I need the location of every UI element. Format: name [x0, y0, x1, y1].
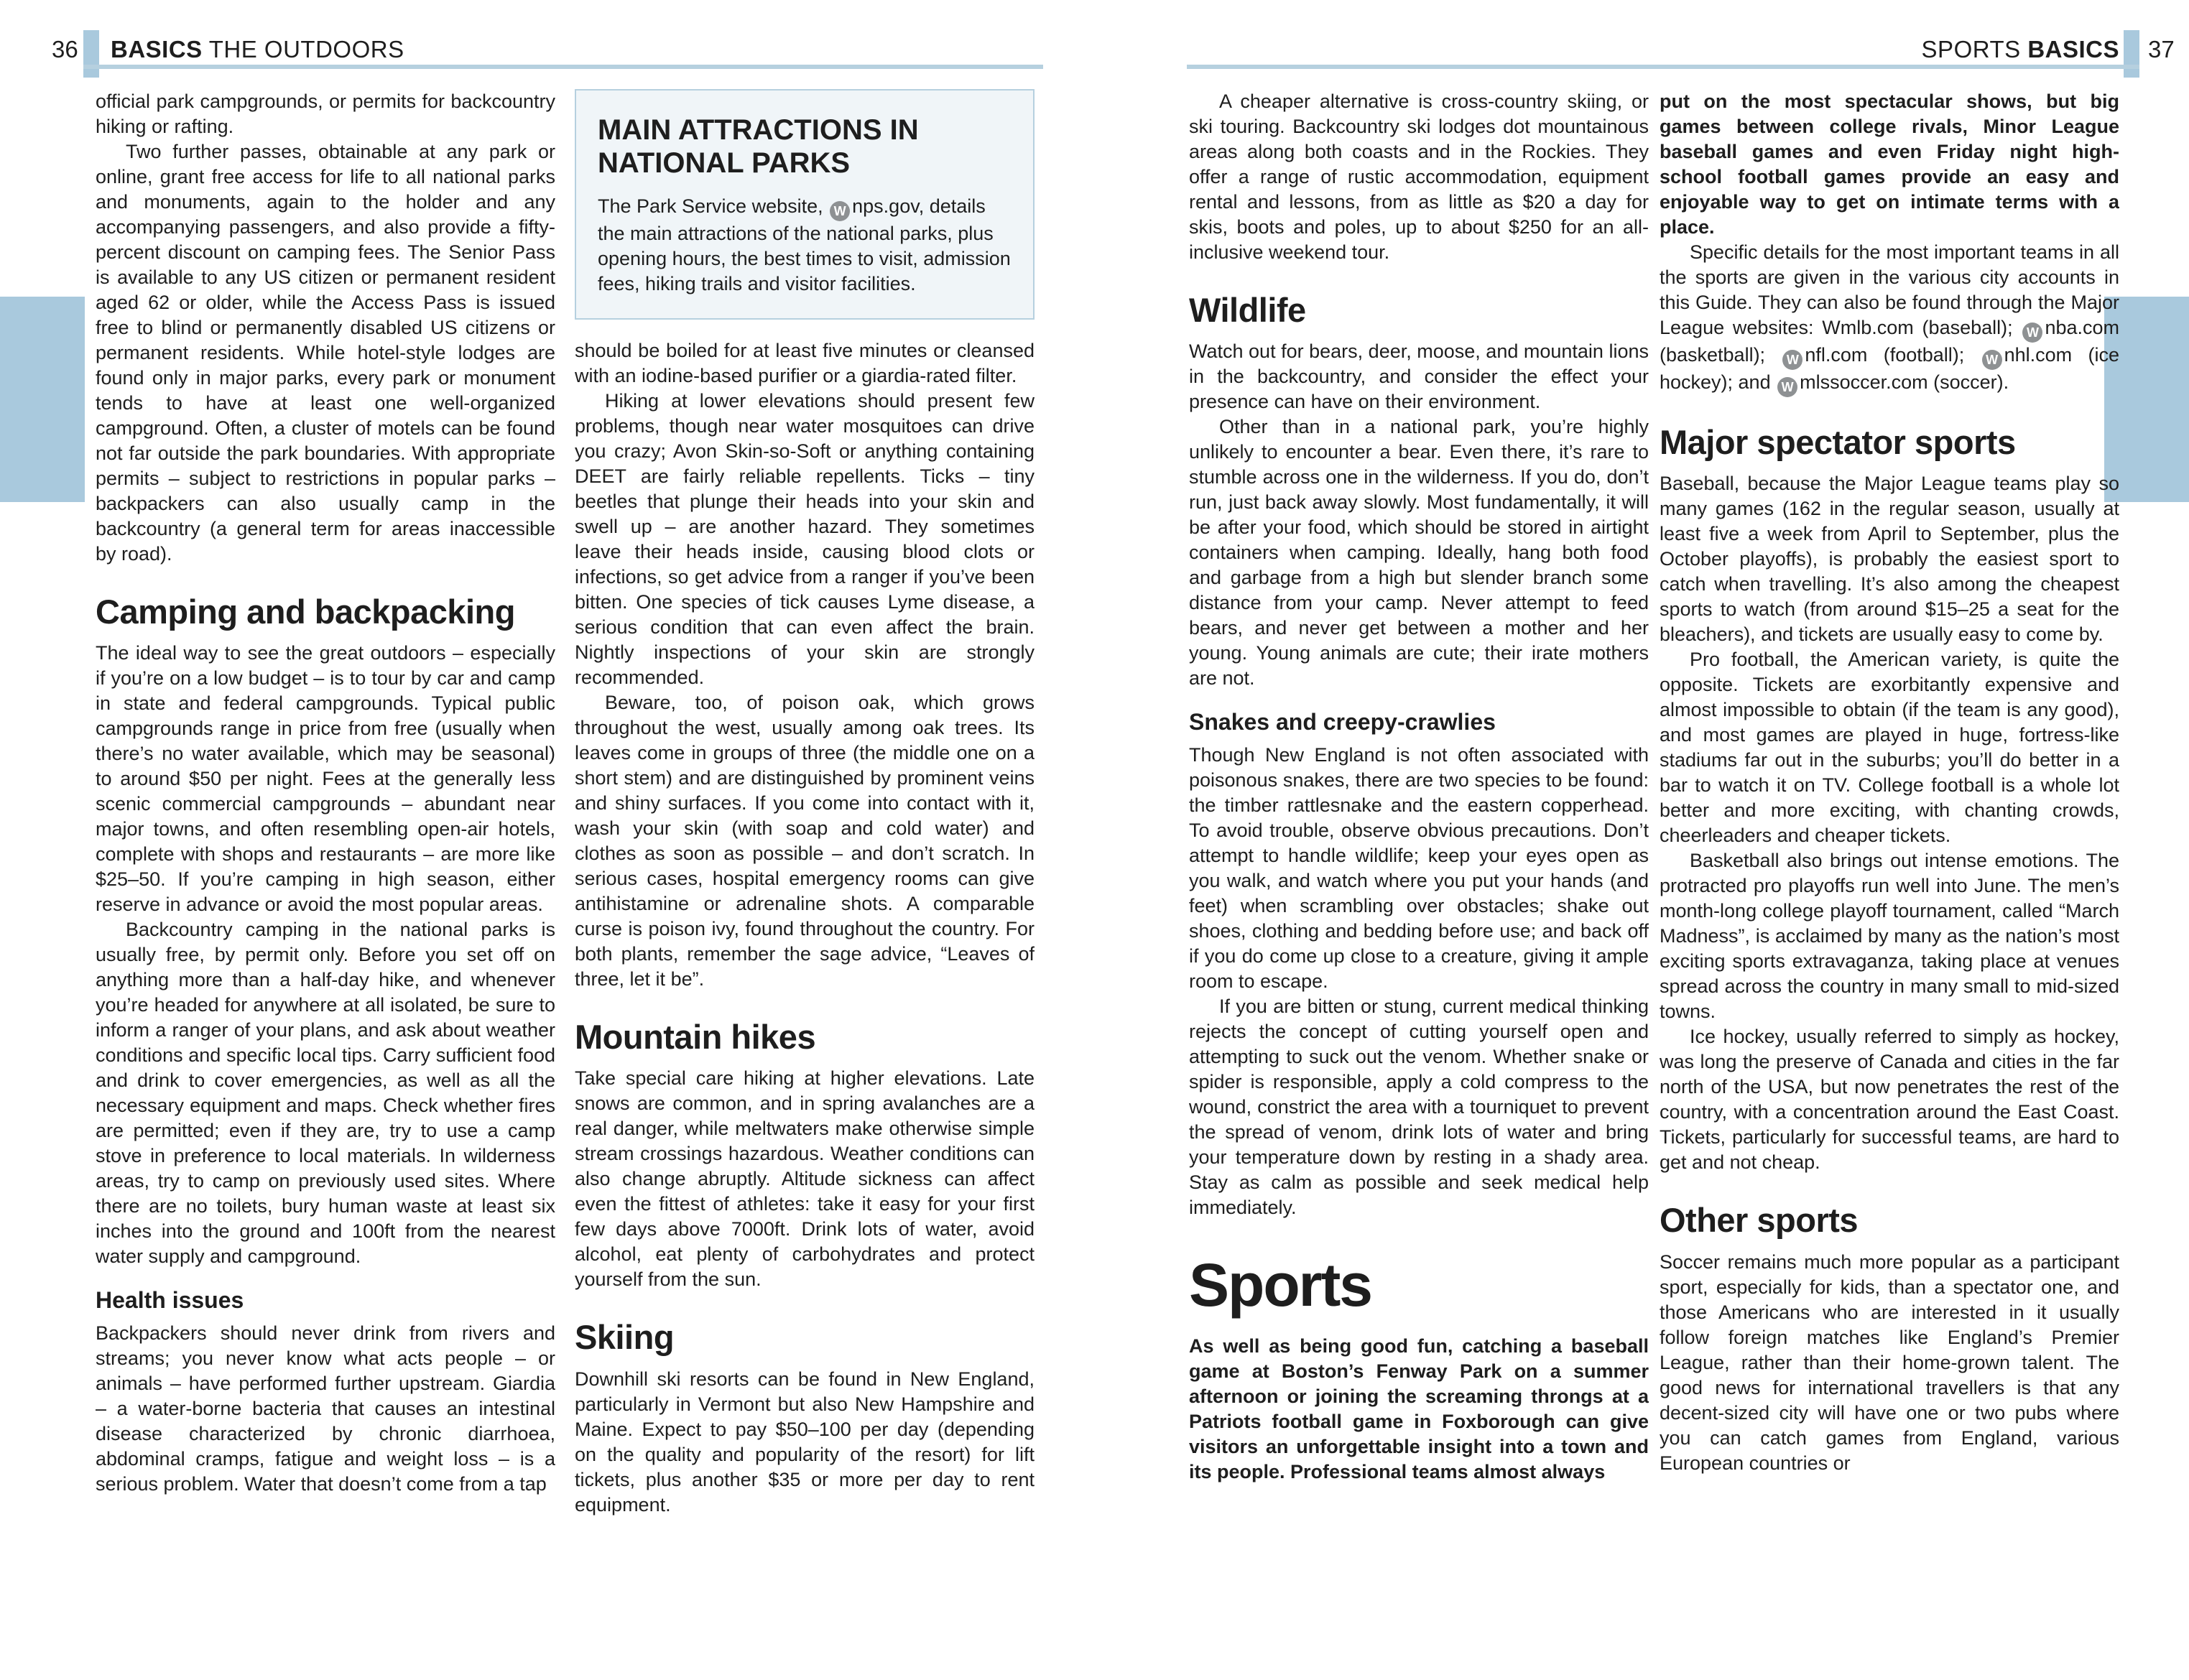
paragraph: Specific details for the most important teams in all the sports are given in the various city accounts in this Guide. They can also be found through the Major League websites: Wmlb.com (baseball); W nba.com (basketball); W nfl.com (football); W nhl.com (ice hockey); and W mlssoccer.com (soccer). [1660, 240, 2119, 397]
paragraph: Hiking at lower elevations should present few problems, though near water mosquitoes can drive you crazy; Avon Skin-so-Soft or anything containing DEET are fairly reliable repellents. Ticks – tiny beetles that plunge their heads into your skin and swell up – are another hazard. They sometimes leave their heads inside, causing blood clots or infections, so get advice from a ranger if you’ve been bitten. One species of tick causes Lyme disease, a serious condition that can even affect the brain. Nightly inspections of your skin are strongly recommended. [575, 390, 1035, 688]
paragraph: The ideal way to see the great outdoors – especially if you’re on a low budget – is to tour by car and camp in state and federal campgrounds. Typical public campgrounds range in price from free (usually when there’s no water available, which may be seasonal) to around $50 per night. Fees at the generally less scenic commercial campgrounds – abundant near major towns, and often resembling open-air hotels, complete with shops and restaurants – are more like $25–50. If you’re camping in high season, either reserve in advance or avoid the most popular areas. [96, 642, 555, 916]
paragraph: Take special care hiking at higher elevations. Late snows are common, and in spring avalanches are a real danger, while meltwaters make otherwise simple stream crossings hazardous. Weather conditions can also change abruptly. Altitude sickness can affect even the fittest of athletes: take it easy for your first few days above 7000ft. Drink lots of water, avoid alcohol, eat plenty of carbohydrates and protect yourself from the sun. [575, 1067, 1035, 1291]
paragraph: Two further passes, obtainable at any park or online, grant free access for life to all national parks and monuments, again to the holder and any accompanying passengers, and also provide a fifty-percent discount on camping fees. The Senior Pass is available to any US citizen or permanent resident aged 62 or older, while the Access Pass is issued free to blind or permanently disabled US citizens or permanent residents. While hotel-style lodges are found only in major parks, every park or monument tends to have at least one well-organized campground. Often, a cluster of motels can be found not far outside the park boundaries. With appropriate permits – subject to restrictions in popular parks – backpackers can also usually camp in the backcountry (a general term for areas inaccessible by road). [96, 141, 555, 565]
paragraph: Downhill ski resorts can be found in New England, particularly in Vermont but also New Hampshire and Maine. Expect to pay $50–100 per day (depending on the quality and popularity of the resort) for lift tickets, plus another $35 or more per day to rent equipment. [575, 1368, 1035, 1516]
running-head-right-label: SPORTS [1921, 36, 2028, 62]
paragraph: A cheaper alternative is cross-country skiing, or ski touring. Backcountry ski lodges dot mountainous areas along both coasts and in the Rockies. They offer a range of rustic accommodation, equipment rental and lessons, from as little as $20 a day for skis, boots and poles, up to about $250 for an all-inclusive weekend tour. [1189, 91, 1649, 263]
paragraph: official park campgrounds, or permits for backcountry hiking or rafting. [96, 91, 555, 137]
header-bar-left [83, 30, 99, 78]
web-icon: W [830, 201, 850, 221]
page-number-left: 36 [52, 36, 78, 62]
section-heading: Mountain hikes [575, 1018, 816, 1056]
section-heading: Skiing [575, 1318, 675, 1357]
sub-heading: Health issues [96, 1287, 244, 1314]
paragraph: should be boiled for at least five minutes or cleansed with an iodine-based purifier or a giardia-rated filter. [575, 340, 1035, 386]
running-head-left-bold: BASICS [111, 36, 203, 62]
right-page-column-2 [1660, 89, 2119, 1666]
web-icon: W [1777, 377, 1797, 397]
paragraph: Other than in a national park, you’re highly unlikely to encounter a bear. Even there, it’s rare to stumble across one in the wilderness. If you do, don’t run, just back away slowly. Most fundamentally, it will be after your food, which should be stored in airtight containers when camping. Ideally, hang both food and garbage from a high but slender branch some distance from your camp. Never attempt to feed bears, and never get between a mother and her young. Young animals are cute; their irate mothers are not. [1189, 416, 1649, 690]
section-heading: Wildlife [1189, 291, 1306, 329]
paragraph-bold: put on the most spectacular shows, but big games between college rivals, Minor League baseball games and even Friday night high-school football games provide an easy and enjoyable way to get on intimate terms with a place. [1660, 91, 2119, 238]
paragraph: Backcountry camping in the national parks is usually free, by permit only. Before you set off on anything more than a half-day hike, and whenever you’re headed for anywhere at all isolated, be sure to inform a ranger of your plans, and ask about weather conditions and specific local tips. Carry sufficient food and drink to cover emergencies, as well as all the necessary equipment and maps. Check whether fires are permitted; even if they are, try to use a camp stove in preference to local materials. In wilderness areas, try to camp on previously used sites. Where there are no toilets, bury human waste at least six inches into the ground and 100ft from the nearest water supply and campground. [96, 919, 555, 1268]
page-number-right: 37 [2148, 36, 2175, 62]
left-page-column-2 [575, 89, 1035, 1666]
header-rule-left [83, 65, 1043, 69]
info-box-text: The Park Service website, W nps.gov, details the main attractions of the national parks, plus opening hours, the best times to visit, admission fees, hiking trails and visitor facilities. [598, 195, 1011, 294]
chapter-edge-tab-left [0, 297, 85, 502]
paragraph: Ice hockey, usually referred to simply as hockey, was long the preserve of Canada and cities in the far north of the USA, but now penetrates the rest of the country, with a concentration around the East Coast. Tickets, particularly for successful teams, are hard to get and not cheap. [1660, 1026, 2119, 1174]
paragraph: Soccer remains much more popular as a participant sport, especially for kids, than a spectator one, and those Americans who are interested in it usually follow foreign matches like England’s Premier League, rather than their home-grown talent. The good news for international travellers is that any decent-sized city will have one or two pubs where you can catch games from England, various European countries or [1660, 1250, 2119, 1474]
sub-heading: Snakes and creepy-crawlies [1189, 709, 1496, 735]
paragraph: Backpackers should never drink from rivers and streams; you never know what acts people – or animals – have performed further upstream. Giardia – a water-borne bacteria that causes an intestinal disease characterized by chronic diarrhoea, abdominal cramps, fatigue and weight loss – is a serious problem. Water that doesn’t come from a tap [96, 1322, 555, 1495]
info-box [575, 89, 1035, 320]
paragraph: Beware, too, of poison oak, which grows throughout the west, usually among oak trees. Its leaves come in groups of three (the middle one on a short stem) and are distinguished by prominent veins and shiny surfaces. If you come into contact with it, wash your skin (with soap and cold water) and clothes as soon as possible – and don’t scratch. In serious cases, hospital emergency rooms can give antihistamine or adrenaline shots. A comparable curse is poison ivy, found throughout the country. For both plants, remember the sage advice, “Leaves of three, let it be”. [575, 692, 1035, 990]
paragraph-bold: As well as being good fun, catching a baseball game at Boston’s Fenway Park on a summer afternoon or joining the screaming throngs at a Patriots football game in Foxborough can give visitors an unforgettable insight into a town and its people. Professional teams almost always [1189, 1335, 1649, 1482]
paragraph: If you are bitten or stung, current medical thinking rejects the concept of cutting yourself open and attempting to suck out the venom. Whether snake or spider is responsible, apply a cold compress to the wound, constrict the area with a tourniquet to prevent the spread of venom, drink lots of water and bring your temperature down by resting in a shady area. Stay as calm as possible and seek medical help immediately. [1189, 995, 1649, 1218]
section-heading: Major spectator sports [1660, 423, 2016, 461]
info-box-title: MAIN ATTRACTIONS IN NATIONAL PARKS [598, 114, 919, 179]
web-icon: W [1982, 350, 2002, 370]
running-head-right-bold: BASICS [2027, 36, 2119, 62]
header-bar-right [2124, 30, 2139, 78]
web-icon: W [2022, 322, 2042, 343]
right-page-column-1 [1189, 89, 1649, 1666]
paragraph: Though New England is not often associated with poisonous snakes, there are two species to be found: the timber rattlesnake and the eastern copperhead. To avoid trouble, observe obvious precautions. Don’t attempt to handle wildlife; keep your eyes open as you walk, and watch where you put your hands (and feet) when scrambling over obstacles; shake out shoes, clothing and bedding before use; and back off if you do come up close to a creature, giving it ample room to escape. [1189, 743, 1649, 992]
section-heading: Other sports [1660, 1201, 1859, 1240]
paragraph: Baseball, because the Major League teams play so many games (162 in the regular season, usually at least five a week from April to September, plus the October playoffs), is probably the easiest sport to catch when travelling. It’s also among the cheapest sports to watch (from around $15–25 a seat for the bleachers), and tickets are usually easy to come by. [1660, 473, 2119, 646]
paragraph: Pro football, the American variety, is quite the opposite. Tickets are exorbitantly expensive and almost impossible to obtain (if the team is any good), and most games are played in huge, fortress-like stadiums far out in the suburbs; you’ll do better in a bar to watch it on TV. College football is a whole lot better and more exciting, with chanting crowds, cheerleaders and cheaper tickets. [1660, 649, 2119, 847]
web-icon: W [1782, 350, 1802, 370]
paragraph: Basketball also brings out intense emotions. The protracted pro playoffs run well into June. The men’s month-long college playoff tournament, called “March Madness”, is acclaimed by many as the nation’s most exciting sports extravaganza, taking place at venues spread across the country in many small to mid-sized towns. [1660, 850, 2119, 1023]
running-head-right [1922, 36, 2119, 63]
paragraph: Watch out for bears, deer, moose, and mountain lions in the backcountry, and consider the effect your presence can have on their environment. [1189, 340, 1649, 413]
running-head-left [111, 36, 404, 63]
chapter-heading: Sports [1189, 1250, 1372, 1319]
running-head-left-label: THE OUTDOORS [202, 36, 404, 62]
header-rule-right [1187, 65, 2139, 69]
section-heading: Camping and backpacking [96, 593, 515, 631]
left-page-column-1 [96, 89, 555, 1666]
